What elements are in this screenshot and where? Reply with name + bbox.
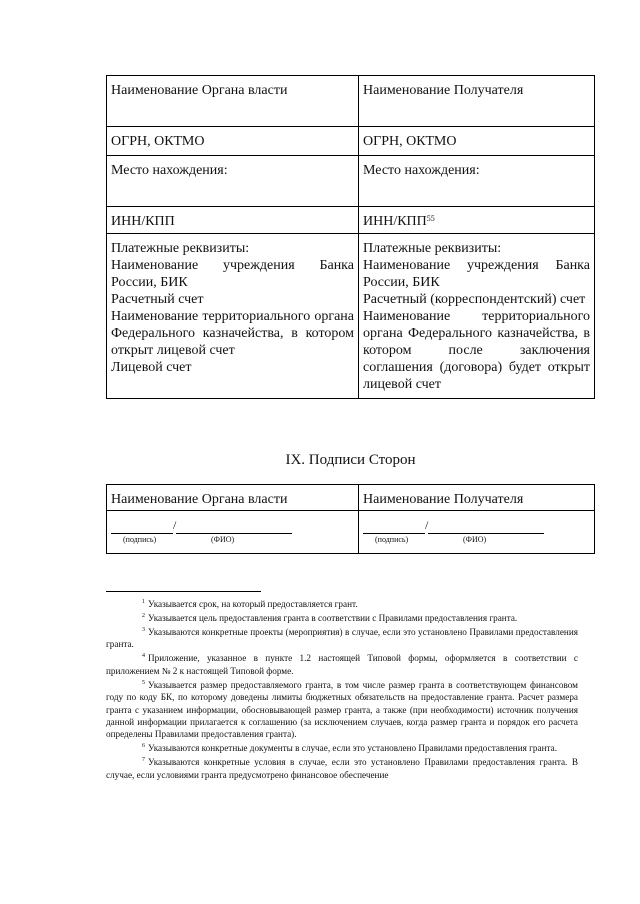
bank-label: Наименование учреждения Банка России, БИК [111,258,354,290]
signatures-table [106,484,595,554]
payment-left-cell [107,234,359,399]
footnote-number: 2 [142,613,145,619]
inn-left-cell [107,207,359,234]
signature-captions [363,535,590,545]
footnote [106,652,578,677]
recipient-name-cell [359,76,595,127]
ogrn-label: ОГРН, ОКТМО [111,134,205,149]
inn-label: ИНН/КПП [363,214,427,229]
signature-captions [111,535,354,545]
account-label: Расчетный (корреспондентский) счет [363,292,586,307]
footnote-text: Приложение, указанное в пункте 1.2 настоящей Типовой формы, оформляется в соответствии с приложением № 2 к настоящей Типовой форме. [106,653,578,676]
recipient-name: Наименование Получателя [363,492,524,507]
fio-blank [428,521,544,534]
footnote-number: 3 [142,627,145,633]
payment-heading: Платежные реквизиты: [111,241,250,256]
personal-account-label: Лицевой счет [111,360,192,375]
footnote-number: 7 [142,757,145,764]
signature-caption: (подпись) [123,535,157,544]
footnote [106,626,578,651]
authority-name-cell [107,76,359,127]
location-label: Место нахождения: [111,163,228,178]
treasury-label: Наименование территориального органа Федерального казначейства, в котором открыт лицевой счет [111,309,354,358]
table-row [107,156,595,207]
footnote-number: 6 [142,743,145,750]
payment-right-cell [359,234,595,399]
footnotes [106,598,578,783]
location-left-cell [107,156,359,207]
ogrn-left-cell [107,127,359,156]
footnote [106,679,578,741]
table-row [107,234,595,399]
table-row [107,76,595,127]
payment-heading: Платежные реквизиты: [363,241,502,256]
separator: / [425,518,429,532]
signature-line [111,517,354,534]
signature-caption: (подпись) [375,535,409,544]
location-label: Место нахождения: [363,163,480,178]
location-right-cell [359,156,595,207]
ogrn-right-cell [359,127,595,156]
table-row [107,485,595,511]
footnote-divider [106,591,261,592]
sign-authority-cell [107,485,359,511]
treasury-label: Наименование территориального органа Федерального казначейства, в котором после заключения соглашения (договора) будет открыт лицевой счет [363,309,590,392]
fio-caption: (ФИО) [211,535,235,544]
fio-blank [176,521,292,534]
sign-recipient-cell [359,485,595,511]
footnote-number: 1 [142,599,145,605]
table-row [107,127,595,156]
footnote-number: 4 [142,653,145,660]
authority-name: Наименование Органа власти [111,492,288,507]
footnote [106,598,578,610]
footnote-text: Указываются конкретные проекты (мероприятия) в случае, если это установлено Правилами предоставления гранта. [106,627,578,650]
footnote [106,756,578,781]
bank-label: Наименование учреждения Банка России, БИК [363,258,590,290]
table-row [107,207,595,234]
footnote-text: Указывается размер предоставляемого гранта, в том числе размер гранта в соответствующем финансовом году по коду БК, по которому доведены лимиты бюджетных обязательств на предоставление гранта. Расчет размера гранта с указанием информации, обосновывающей размер гранта, а также (при необходимости) источник получения данной информации прилагается к соглашению (за исключением случаев, когда размер гранта и порядок его расчета определены Правилами предоставления гранта). [106,679,578,740]
ogrn-label: ОГРН, ОКТМО [363,134,457,149]
footnote-number: 5 [142,679,145,686]
recipient-name: Наименование Получателя [363,83,524,98]
authority-signature-cell [107,511,359,554]
footnote [106,612,578,624]
footnote-text: Указывается срок, на который предоставляется грант. [148,599,358,609]
footnote-text: Указываются конкретные документы в случае, если это установлено Правилами предоставления гранта. [148,743,557,754]
inn-label: ИНН/КПП [111,214,175,229]
footnote-ref: 55 [426,214,435,223]
recipient-signature-cell [359,511,595,554]
authority-name: Наименование Органа власти [111,83,288,98]
requisites-table [106,75,595,399]
table-row [107,511,595,554]
inn-right-cell [359,207,595,234]
signature-blank [111,521,173,534]
account-label: Расчетный счет [111,292,204,307]
signature-line [363,517,590,534]
fio-caption: (ФИО) [463,535,487,544]
separator: / [173,518,177,532]
footnote-text: Указываются конкретные условия в случае, если это установлено Правилами предоставления гранта. В случае, если условиями гранта предусмотрено финансовое обеспечение [106,757,578,780]
signature-blank [363,521,425,534]
footnote [106,742,578,754]
footnote-text: Указывается цель предоставления гранта в соответствии с Правилами предоставления гранта. [148,613,518,623]
section-title: IX. Подписи Сторон [285,452,416,468]
